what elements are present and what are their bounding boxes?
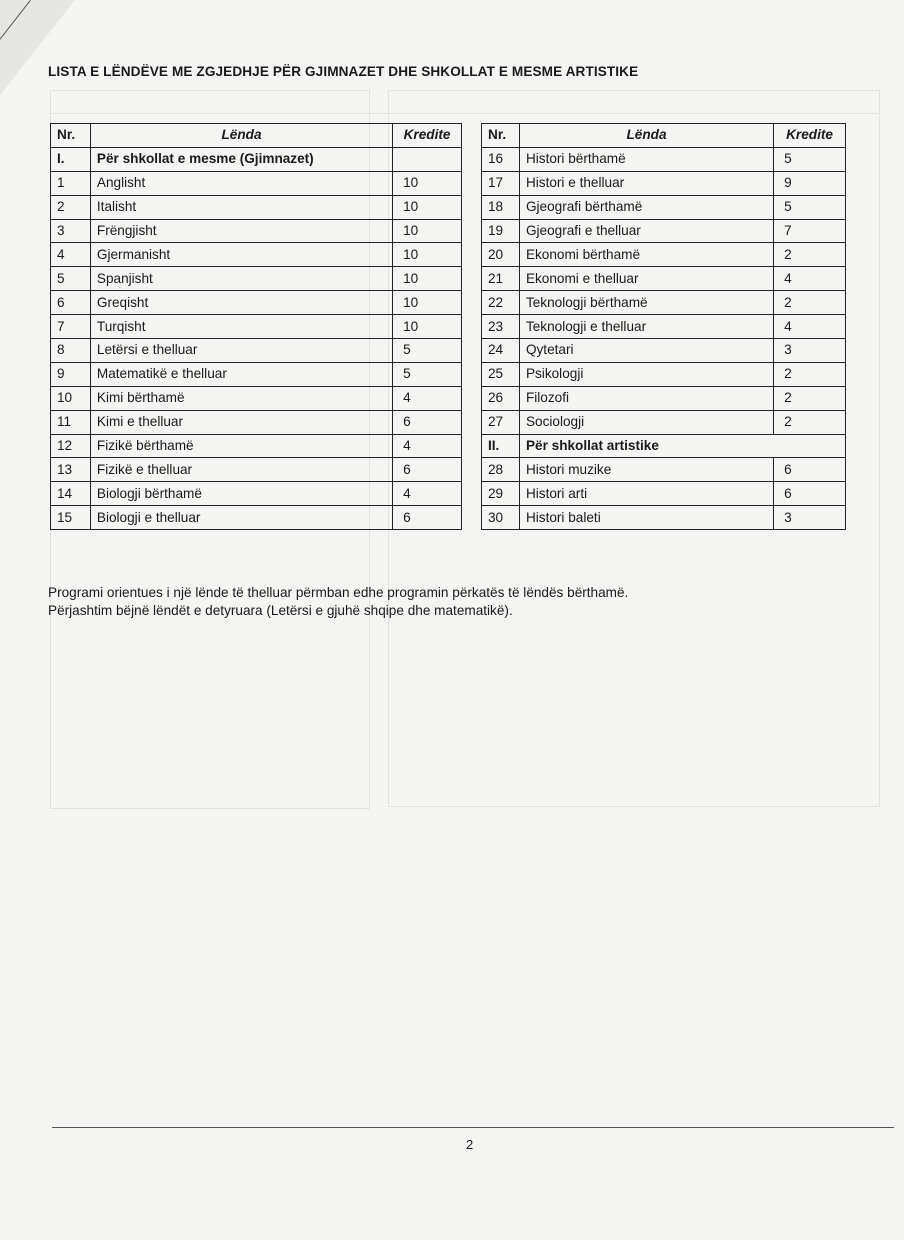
- row-subject: Ekonomi e thelluar: [519, 267, 773, 291]
- row-credits: 6: [393, 506, 462, 530]
- table-row: [51, 243, 462, 267]
- table-row: [51, 195, 462, 219]
- row-nr: 24: [482, 339, 520, 363]
- row-nr: 15: [51, 506, 91, 530]
- table-row: [482, 458, 846, 482]
- table-header-row: [482, 124, 846, 148]
- header-nr: Nr.: [482, 124, 520, 148]
- row-subject: Histori e thelluar: [519, 171, 773, 195]
- row-credits: 10: [393, 195, 462, 219]
- table-row: [482, 291, 846, 315]
- row-subject: Matematikë e thelluar: [90, 362, 392, 386]
- row-credits: 9: [774, 171, 846, 195]
- table-row: [51, 434, 462, 458]
- row-subject: Psikologji: [519, 362, 773, 386]
- row-subject: Histori baleti: [519, 506, 773, 530]
- table-row: [482, 315, 846, 339]
- row-nr: 6: [51, 291, 91, 315]
- table-row: [51, 339, 462, 363]
- row-subject: Teknologji e thelluar: [519, 315, 773, 339]
- header-lenda: Lënda: [519, 124, 773, 148]
- section-label: Për shkollat artistike: [519, 434, 845, 458]
- row-nr: 21: [482, 267, 520, 291]
- row-subject: Greqisht: [90, 291, 392, 315]
- row-subject: Biologji e thelluar: [90, 506, 392, 530]
- row-credits: 5: [393, 339, 462, 363]
- document-title: LISTA E LËNDËVE ME ZGJEDHJE PËR GJIMNAZET DHE SHKOLLAT E MESME ARTISTIKE: [48, 64, 639, 79]
- row-nr: 12: [51, 434, 91, 458]
- row-credits: 3: [774, 506, 846, 530]
- row-subject: Histori bërthamë: [519, 147, 773, 171]
- row-subject: Gjeografi e thelluar: [519, 219, 773, 243]
- row-credits: 4: [774, 267, 846, 291]
- table-row: [482, 147, 846, 171]
- row-subject: Anglisht: [90, 171, 392, 195]
- row-subject: Ekonomi bërthamë: [519, 243, 773, 267]
- row-credits: 6: [774, 482, 846, 506]
- row-subject: Fizikë bërthamë: [90, 434, 392, 458]
- row-subject: Qytetari: [519, 339, 773, 363]
- header-nr: Nr.: [51, 124, 91, 148]
- row-nr: 3: [51, 219, 91, 243]
- row-nr: 19: [482, 219, 520, 243]
- note-line-2: Përjashtim bëjnë lëndët e detyruara (Letërsi e gjuhë shqipe dhe matematikë).: [48, 603, 513, 618]
- row-subject: Italisht: [90, 195, 392, 219]
- table-row: [51, 458, 462, 482]
- row-credits: 5: [774, 195, 846, 219]
- row-credits: 7: [774, 219, 846, 243]
- table-row: [51, 291, 462, 315]
- row-credits: 3: [774, 339, 846, 363]
- row-credits: 4: [393, 482, 462, 506]
- row-credits: 5: [393, 362, 462, 386]
- row-credits: 10: [393, 315, 462, 339]
- table-row: [51, 482, 462, 506]
- table-row: [482, 243, 846, 267]
- row-nr: 4: [51, 243, 91, 267]
- row-subject: Histori arti: [519, 482, 773, 506]
- row-nr: 22: [482, 291, 520, 315]
- row-subject: Kimi bërthamë: [90, 386, 392, 410]
- table-row: [51, 410, 462, 434]
- row-subject: Gjermanisht: [90, 243, 392, 267]
- table-row: [482, 482, 846, 506]
- table-header-row: [51, 124, 462, 148]
- footer-divider: [52, 1127, 894, 1128]
- table-row: [51, 506, 462, 530]
- row-credits: 10: [393, 267, 462, 291]
- table-row: [482, 506, 846, 530]
- header-kredite: Kredite: [393, 124, 462, 148]
- table-row: [482, 410, 846, 434]
- row-credits: 6: [393, 458, 462, 482]
- header-kredite: Kredite: [774, 124, 846, 148]
- row-nr: 5: [51, 267, 91, 291]
- table-row: [482, 386, 846, 410]
- row-credits: 2: [774, 362, 846, 386]
- row-nr: 14: [51, 482, 91, 506]
- subjects-table-right: [481, 123, 846, 530]
- row-subject: Letërsi e thelluar: [90, 339, 392, 363]
- row-nr: 10: [51, 386, 91, 410]
- row-credits: 4: [393, 434, 462, 458]
- row-nr: 18: [482, 195, 520, 219]
- row-credits: 2: [774, 410, 846, 434]
- page-corner-fold: [0, 0, 75, 95]
- row-subject: Gjeografi bërthamë: [519, 195, 773, 219]
- table-row: [482, 267, 846, 291]
- row-subject: Turqisht: [90, 315, 392, 339]
- table-row: [482, 362, 846, 386]
- row-subject: Filozofi: [519, 386, 773, 410]
- row-subject: Sociologji: [519, 410, 773, 434]
- table-row: [51, 386, 462, 410]
- row-credits: 4: [774, 315, 846, 339]
- row-credits: 5: [774, 147, 846, 171]
- row-subject: Kimi e thelluar: [90, 410, 392, 434]
- row-subject: Fizikë e thelluar: [90, 458, 392, 482]
- row-credits: 10: [393, 171, 462, 195]
- row-nr: 1: [51, 171, 91, 195]
- row-nr: 20: [482, 243, 520, 267]
- row-credits: 10: [393, 219, 462, 243]
- note-paragraph: [48, 584, 628, 620]
- row-nr: 2: [51, 195, 91, 219]
- table-row: [51, 362, 462, 386]
- row-credits: 4: [393, 386, 462, 410]
- row-nr: 26: [482, 386, 520, 410]
- section-nr: II.: [482, 434, 520, 458]
- section-label: Për shkollat e mesme (Gjimnazet): [90, 147, 392, 171]
- table-row: [482, 171, 846, 195]
- row-nr: 25: [482, 362, 520, 386]
- note-line-1: Programi orientues i një lënde të thelluar përmban edhe programin përkatës të lëndës bërthamë.: [48, 585, 629, 600]
- row-credits: 10: [393, 243, 462, 267]
- row-subject: Frëngjisht: [90, 219, 392, 243]
- row-nr: 11: [51, 410, 91, 434]
- page-number: 2: [466, 1137, 474, 1152]
- row-subject: Histori muzike: [519, 458, 773, 482]
- row-nr: 16: [482, 147, 520, 171]
- table-row: [482, 195, 846, 219]
- row-nr: 17: [482, 171, 520, 195]
- row-credits: 6: [774, 458, 846, 482]
- table-row: [51, 267, 462, 291]
- row-nr: 8: [51, 339, 91, 363]
- row-nr: 30: [482, 506, 520, 530]
- table-row: [482, 339, 846, 363]
- row-credits: 2: [774, 291, 846, 315]
- row-subject: Spanjisht: [90, 267, 392, 291]
- row-credits: 2: [774, 386, 846, 410]
- table-row: [51, 219, 462, 243]
- table-row: [482, 219, 846, 243]
- table-row: [51, 315, 462, 339]
- row-subject: Biologji bërthamë: [90, 482, 392, 506]
- row-credits: 2: [774, 243, 846, 267]
- subjects-table-left: [50, 123, 462, 530]
- row-credits: 10: [393, 291, 462, 315]
- header-lenda: Lënda: [90, 124, 392, 148]
- row-credits: 6: [393, 410, 462, 434]
- section-row-gjimnazet: [51, 147, 462, 171]
- section-nr: I.: [51, 147, 91, 171]
- row-nr: 13: [51, 458, 91, 482]
- row-nr: 23: [482, 315, 520, 339]
- row-nr: 9: [51, 362, 91, 386]
- row-nr: 29: [482, 482, 520, 506]
- section-row-artistike: [482, 434, 846, 458]
- row-nr: 7: [51, 315, 91, 339]
- row-nr: 28: [482, 458, 520, 482]
- row-nr: 27: [482, 410, 520, 434]
- section-credits-empty: [393, 147, 462, 171]
- table-row: [51, 171, 462, 195]
- row-subject: Teknologji bërthamë: [519, 291, 773, 315]
